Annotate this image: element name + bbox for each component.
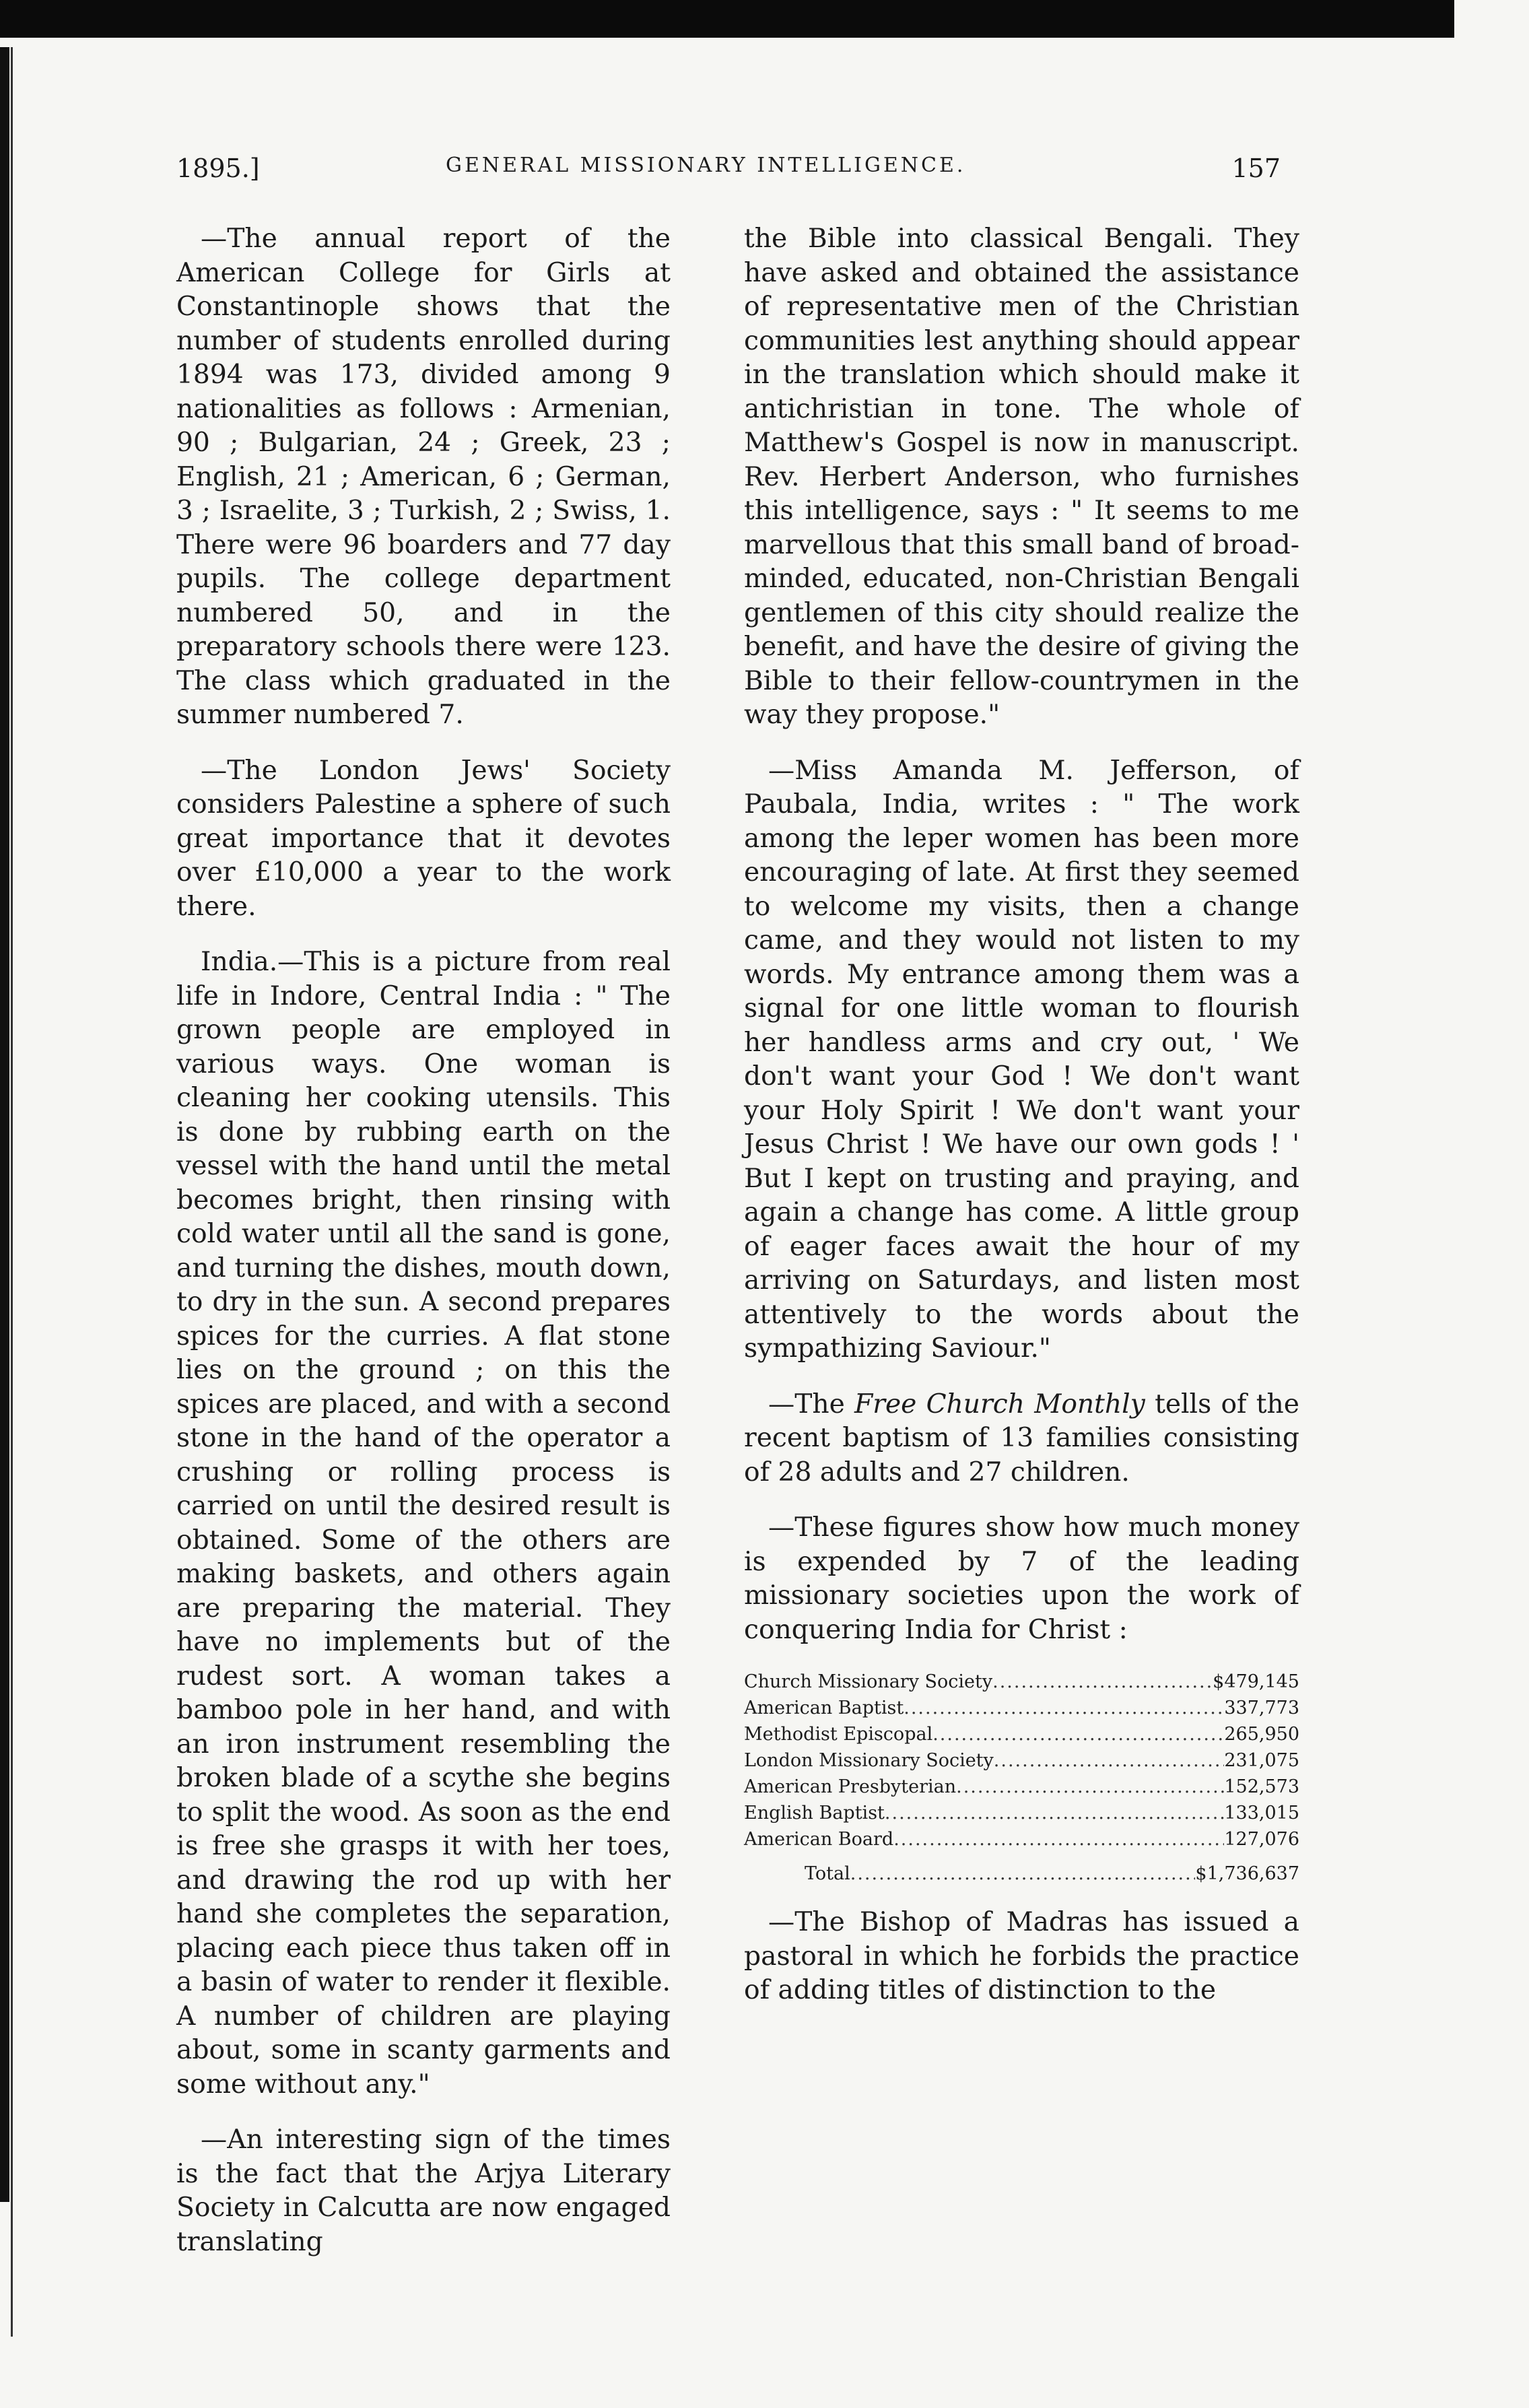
page-number: 157 bbox=[1231, 154, 1281, 183]
scan-left-border bbox=[0, 47, 9, 2202]
ledger-society: American Board bbox=[744, 1829, 894, 1850]
ledger-total-label: Total bbox=[805, 1863, 850, 1884]
free-church-lead: —The bbox=[768, 1389, 855, 1419]
ledger-society: London Missionary Society bbox=[744, 1750, 994, 1771]
ledger-society: English Baptist bbox=[744, 1803, 885, 1824]
free-church-paragraph bbox=[744, 1388, 1299, 1490]
scan-left-rule bbox=[11, 47, 13, 2337]
india-indore-paragraph bbox=[176, 945, 671, 2102]
bishop-madras-paragraph: —The Bishop of Madras has issued a pastoral in which he forbids the practice of adding titles of distinction to the bbox=[744, 1907, 1299, 2005]
ledger-amount: 231,075 bbox=[1224, 1750, 1299, 1771]
leader-dots bbox=[956, 1774, 1224, 1800]
ledger-total-amount: $1,736,637 bbox=[1195, 1863, 1299, 1884]
scan-top-border bbox=[0, 0, 1454, 38]
ledger-total-row bbox=[744, 1861, 1299, 1887]
leader-dots bbox=[850, 1861, 1196, 1887]
ledger-society: Methodist Episcopal bbox=[744, 1724, 933, 1745]
header-title: GENERAL MISSIONARY INTELLIGENCE. bbox=[446, 154, 966, 177]
right-column bbox=[744, 222, 1299, 2030]
ledger-amount: 152,573 bbox=[1224, 1776, 1299, 1797]
ledger-row bbox=[744, 1747, 1299, 1774]
india-lead: India. bbox=[201, 947, 278, 977]
ledger-row bbox=[744, 1721, 1299, 1747]
ledger-amount: 265,950 bbox=[1224, 1724, 1299, 1745]
ledger-row bbox=[744, 1826, 1299, 1852]
ledger-amount: 337,773 bbox=[1224, 1698, 1299, 1718]
ledger-amount: 133,015 bbox=[1224, 1803, 1299, 1824]
free-church-body: tells of the recent baptism of 13 families consisting of 28 adults and 27 children. bbox=[744, 1389, 1299, 1487]
london-jews-society-paragraph: —The London Jews' Society considers Palestine a sphere of such great importance that it devotes over £10,000 a year to the work there. bbox=[176, 755, 671, 922]
figures-intro-paragraph: —These figures show how much money is expended by 7 of the leading missionary societies upon the work of conquering India for Christ : bbox=[744, 1512, 1299, 1645]
ledger-row bbox=[744, 1669, 1299, 1695]
ledger-amount: $479,145 bbox=[1213, 1671, 1299, 1692]
left-column bbox=[176, 222, 671, 2281]
jefferson-letter-paragraph: —Miss Amanda M. Jefferson, of Paubala, India, writes : " The work among the leper women has been more encouraging of late. At first they seemed to welcome my visits, then a change came, and they would not listen to my words. My entrance among them was a signal for one little woman to flourish her handless arms and cry out, ' We don't want your God ! We don't want your Holy Spirit ! We don't want your Jesus Christ ! We have our own gods ! ' But I kept on trusting and praying, and again a change has come. A little group of eager faces await the hour of my arriving on Saturdays, and listen most attentively to the words about the sympathizing Saviour." bbox=[744, 755, 1299, 1364]
ledger-society: Church Missionary Society bbox=[744, 1671, 993, 1692]
ledger-row bbox=[744, 1774, 1299, 1800]
ledger-row bbox=[744, 1800, 1299, 1826]
header-year: 1895.] bbox=[176, 154, 260, 183]
leader-dots bbox=[885, 1800, 1224, 1826]
ledger-society: American Baptist bbox=[744, 1698, 904, 1718]
ledger-amount: 127,076 bbox=[1224, 1829, 1299, 1850]
leader-dots bbox=[893, 1826, 1224, 1852]
leader-dots bbox=[992, 1669, 1213, 1695]
bengali-bible-paragraph: the Bible into classical Bengali. They have asked and obtained the assistance of representative men of the Christian communities lest anything should appear in the translation which should make it antichristian in tone. The whole of Matthew's Gospel is now in manuscript. Rev. Herbert Anderson, who furnishes this intelligence, says : " It seems to me marvellous that this small band of broad-minded, educated, non-Christian Bengali gentlemen of this city should realize the benefit, and have the desire of giving the Bible to their fellow-countrymen in the way they propose." bbox=[744, 224, 1299, 730]
leader-dots bbox=[904, 1695, 1224, 1721]
free-church-monthly-title: Free Church Monthly bbox=[854, 1389, 1145, 1419]
missionary-expenditure-table bbox=[744, 1669, 1299, 1887]
leader-dots bbox=[932, 1721, 1224, 1747]
arjya-society-paragraph: —An interesting sign of the times is the fact that the Arjya Literary Society in Calcutta are now engaged translating bbox=[176, 2125, 671, 2257]
ledger-society: American Presbyterian bbox=[744, 1776, 957, 1797]
india-body: —This is a picture from real life in Indore, Central India : " The grown people are employed in various ways. One woman is cleaning her cooking utensils. This is done by rubbing earth on the vessel with the hand until the metal becomes bright, then rinsing with cold water until all the sand is gone, and turning the dishes, mouth down, to dry in the sun. A second prepares spices for the curries. A flat stone lies on the ground ; on this the spices are placed, and with a second stone in the hand of the operator a crushing or rolling process is carried on until the desired result is obtained. Some of the others are making baskets, and others again are preparing the material. They have no implements but of the rudest sort. A woman takes a bamboo pole in her hand, and with an iron instrument resembling the broken blade of a scythe she begins to split the wood. As soon as the end is free she grasps it with her toes, and drawing the rod up with her hand she completes the separation, placing each piece thus taken off in a basin of water to render it flexible. A number of children are playing about, some in scanty garments and some without any." bbox=[176, 947, 671, 2100]
leader-dots bbox=[994, 1747, 1225, 1774]
ledger-row bbox=[744, 1695, 1299, 1721]
running-header bbox=[176, 154, 1281, 194]
college-report-paragraph: —The annual report of the American College for Girls at Constantinople shows that the number of students enrolled during 1894 was 173, divided among 9 nationalities as follows : Armenian, 90 ; Bulgarian, 24 ; Greek, 23 ; English, 21 ; American, 6 ; German, 3 ; Israelite, 3 ; Turkish, 2 ; Swiss, 1. There were 96 boarders and 77 day pupils. The college department numbered 50, and in the preparatory schools there were 123. The class which graduated in the summer numbered 7. bbox=[176, 224, 671, 730]
